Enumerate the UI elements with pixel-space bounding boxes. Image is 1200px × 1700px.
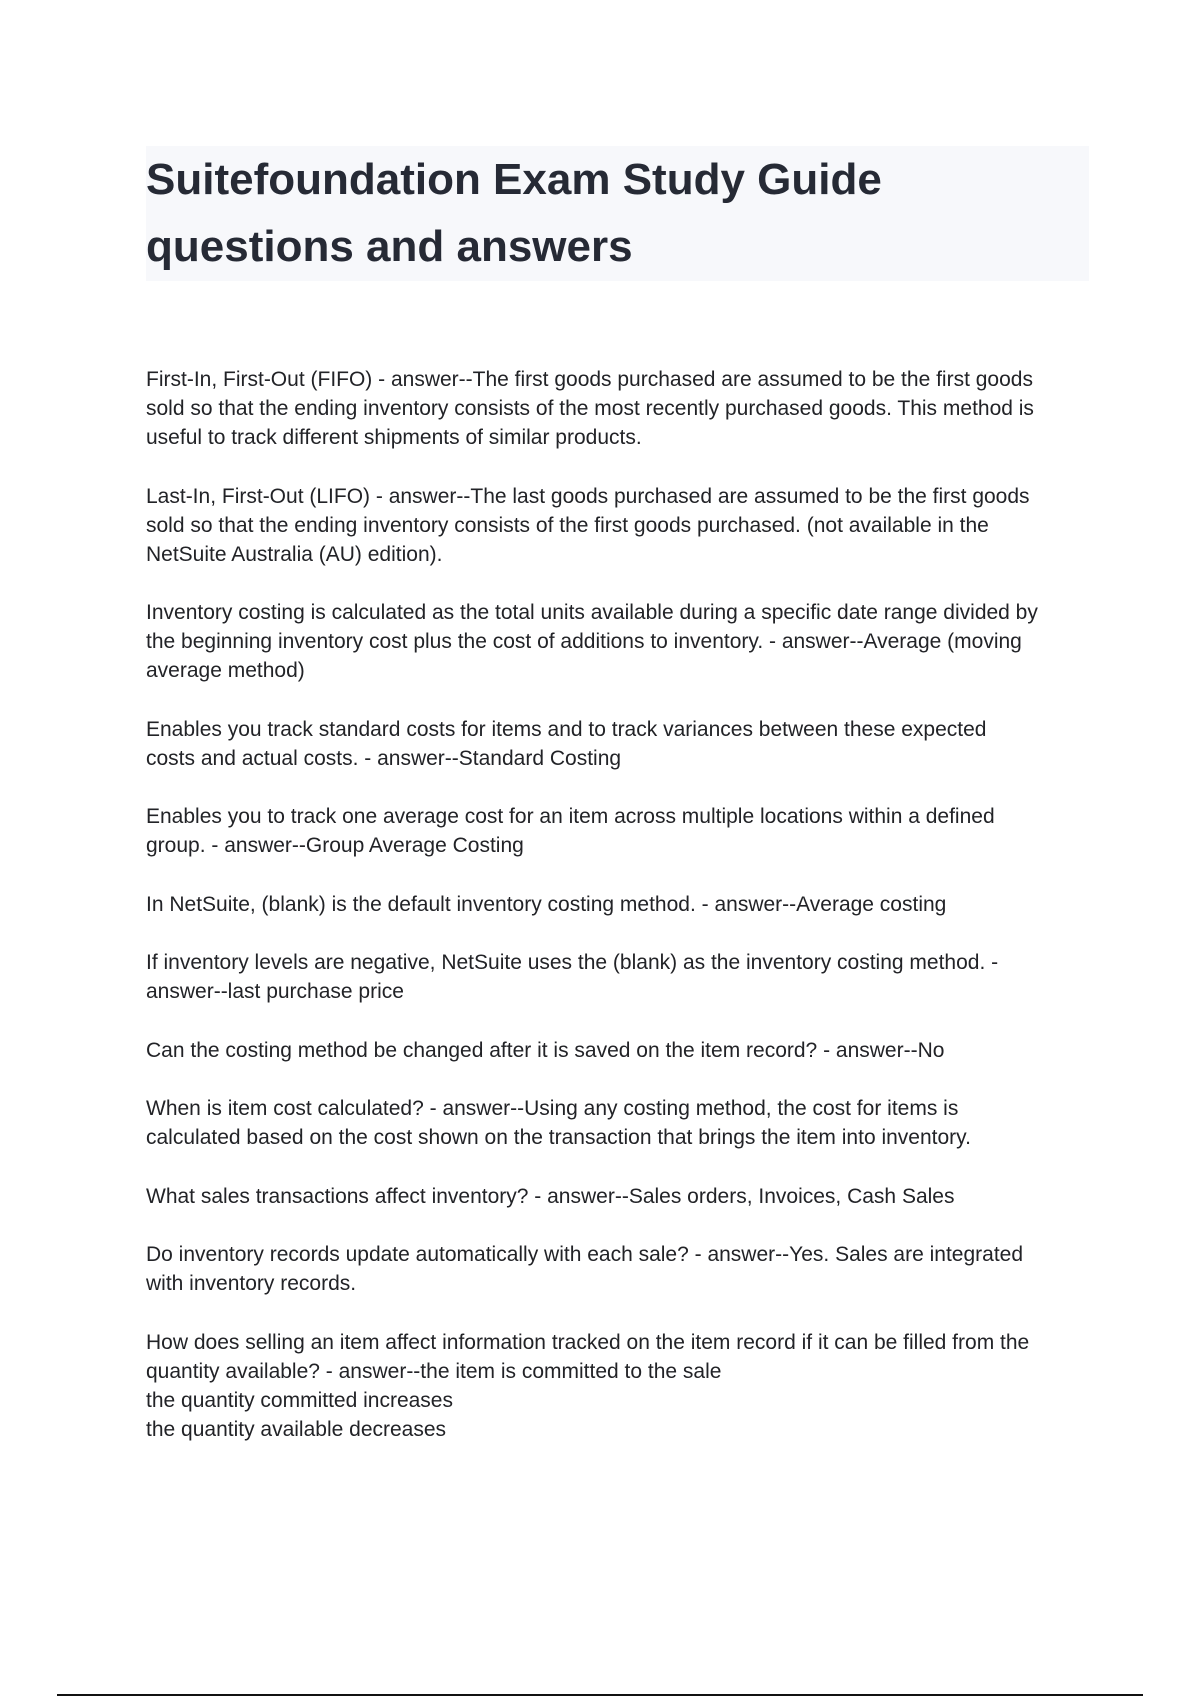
qa-list [146, 365, 1096, 1473]
qa-entry: Last-In, First-Out (LIFO) - answer--The last goods purchased are assumed to be the first goods sold so that the ending inventory consists of the first goods purchased. (not available in the NetSuite Australia (AU) edition). [146, 484, 1030, 566]
qa-entry: First-In, First-Out (FIFO) - answer--The first goods purchased are assumed to be the first goods sold so that the ending inventory consists of the most recently purchased goods. This method is useful to track different shipments of similar products. [146, 368, 1034, 449]
qa-entry: Do inventory records update automatically with each sale? - answer--Yes. Sales are integrated with inventory records. [146, 1243, 1024, 1295]
qa-entry: When is item cost calculated? - answer--Using any costing method, the cost for items is calculated based on the cost shown on the transaction that brings the item into inventory. [146, 1097, 971, 1149]
qa-entry: How does selling an item affect information tracked on the item record if it can be filled from the quantity available? - answer--the item is committed to the sale the quantity committed increases the quantity available decreases [146, 1330, 1030, 1441]
qa-entry: What sales transactions affect inventory? - answer--Sales orders, Invoices, Cash Sales [146, 1184, 955, 1208]
qa-entry: Enables you to track one average cost for an item across multiple locations within a defined group. - answer--Group Average Costing [146, 805, 995, 857]
qa-entry: Can the costing method be changed after it is saved on the item record? - answer--No [146, 1038, 945, 1062]
qa-entry: In NetSuite, (blank) is the default inventory costing method. - answer--Average costing [146, 892, 947, 916]
qa-entry: If inventory levels are negative, NetSuite uses the (blank) as the inventory costing method. - answer--last purchase price [146, 951, 999, 1003]
qa-entry: Inventory costing is calculated as the total units available during a specific date range divided by the beginning inventory cost plus the cost of additions to inventory. - answer--Average (moving average method) [146, 601, 1038, 682]
page-title: Suitefoundation Exam Study Guide questions and answers [146, 155, 882, 271]
title-block [146, 146, 1089, 281]
qa-entry: Enables you track standard costs for items and to track variances between these expected costs and actual costs. - answer--Standard Costing [146, 717, 987, 770]
bottom-divider [57, 1694, 1143, 1696]
